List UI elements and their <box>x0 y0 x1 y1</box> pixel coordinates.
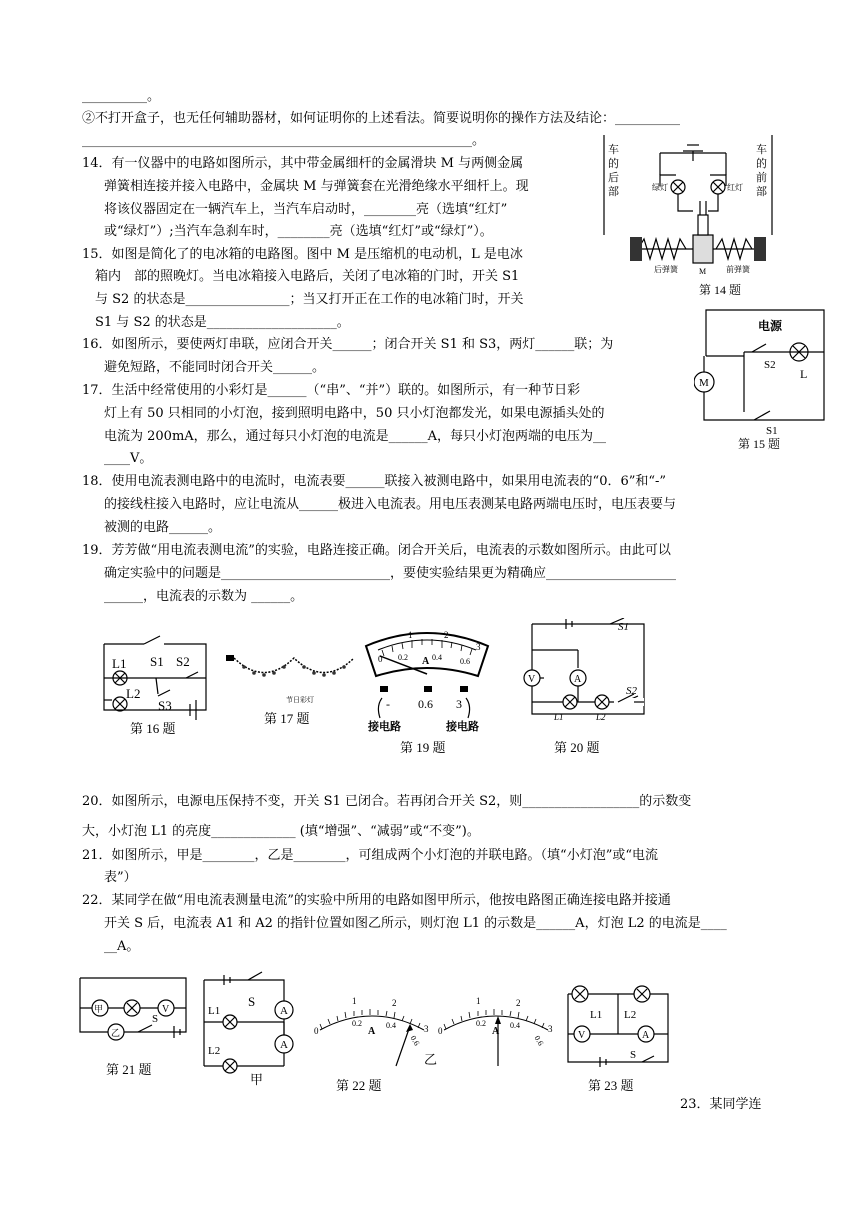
fig17-caption: 第 17 题 <box>264 711 310 726</box>
figure-19 <box>362 626 492 756</box>
fig21-jia: 甲 <box>94 1004 104 1014</box>
fig14-red-label: 红灯 <box>727 183 743 192</box>
fig15-s1: S1 <box>766 425 778 437</box>
fig23-a: A <box>642 1030 650 1041</box>
text-line-16: ____V。 <box>104 451 153 466</box>
fig16-s2: S2 <box>176 654 190 669</box>
fig17-label: 节日彩灯 <box>286 696 314 704</box>
fig22b-m2-04: 0.4 <box>510 1021 520 1030</box>
fig15-power: 电源 <box>758 319 783 333</box>
figure-16 <box>98 630 216 740</box>
text-line-19: 被测的电路______。 <box>104 520 222 535</box>
fig14-m: M <box>699 267 707 276</box>
fig20-v: V <box>528 674 536 685</box>
fig22b-m1-2: 2 <box>392 998 397 1008</box>
fig22b-caption: 第 22 题 <box>336 1078 382 1093</box>
figure-22a <box>198 966 304 1090</box>
text-line-15: 电流为 200mA，那么，通过每只小灯泡的电流是______A，每只小灯泡两端的电压为__ <box>104 429 607 444</box>
text-line-0: __________。 <box>82 89 161 104</box>
fig22a-l2: L2 <box>208 1045 221 1057</box>
fig16-s3: S3 <box>158 698 172 713</box>
fig20-a: A <box>574 674 582 685</box>
text-line-23: 20．如图所示，电源电压保持不变，开关 S1 已闭合。若再闭合开关 S2，则__________________的示数变 <box>82 794 692 809</box>
text-line-25: 21．如图所示，甲是________，乙是________，可组成两个小灯泡的并联电路。（填“小灯泡”或“电流 <box>82 848 658 863</box>
fig21-caption: 第 21 题 <box>106 1062 152 1077</box>
fig22a-a1: A <box>280 1005 288 1017</box>
fig22b-m2-1: 1 <box>476 996 481 1006</box>
fig23-caption: 第 23 题 <box>588 1078 634 1093</box>
fig22b-m1-0: 0 <box>314 1026 319 1036</box>
fig22a-a2: A <box>280 1039 288 1051</box>
fig19-scale-02: 0.2 <box>398 653 408 662</box>
text-line-18: 的接线柱接入电路时，应让电流从______极进入电流表。用电压表测某电路两端电压时，电压表要与 <box>104 497 677 512</box>
fig19-caption: 第 19 题 <box>400 740 446 755</box>
fig14-front-spring: 前弹簧 <box>726 265 750 274</box>
fig15-s2: S2 <box>764 359 776 371</box>
fig23-s: S <box>630 1049 637 1061</box>
fig22b-m2-06: 0.6 <box>532 1034 546 1048</box>
fig19-terminal-minus: - <box>386 697 390 711</box>
fig19-conn-right: 接电路 <box>446 721 479 733</box>
fig22b-m1-unit: A <box>368 1026 376 1037</box>
fig19-scale-1: 1 <box>408 630 413 640</box>
fig15-l: L <box>800 367 808 381</box>
fig23-l1: L1 <box>590 1009 603 1021</box>
text-line-20: 19．芳芳做“用电流表测电流”的实验，电路连接正确。闭合开关后，电流表的示数如图所示。由此可以 <box>82 543 671 558</box>
text-line-28: 开关 S 后，电流表 A1 和 A2 的指针位置如图乙所示，则灯泡 L1 的示数是______A，灯泡 L2 的电流是____ <box>104 916 727 931</box>
fig14-caption: 第 14 题 <box>699 283 742 297</box>
figure-23 <box>562 972 678 1096</box>
fig16-l1: L1 <box>112 656 127 671</box>
fig14-front-label: 车的前部 <box>756 144 767 198</box>
fig20-caption: 第 20 题 <box>554 740 600 755</box>
fig22b-m2-unit: A <box>492 1026 500 1037</box>
figure-14 <box>598 131 778 301</box>
text-line-11: 16．如图所示，要使两灯串联，应闭合开关______；闭合开关 S1 和 S3，两灯______联；为 <box>82 337 614 352</box>
text-line-13: 17．生活中经常使用的小彩灯是______（“串”、“并”）联的。如图所示，有一种节日彩 <box>82 383 581 398</box>
fig21-yi: 乙 <box>111 1028 121 1038</box>
fig16-l2: L2 <box>126 686 141 701</box>
fig16-s1: S1 <box>150 654 164 669</box>
fig22b-yi: 乙 <box>424 1052 438 1067</box>
fig19-scale-3: 3 <box>476 642 481 652</box>
fig22b-m2-0: 0 <box>438 1026 443 1036</box>
fig20-s1: S1 <box>618 621 629 633</box>
fig22b-m1-02: 0.2 <box>352 1019 362 1028</box>
fig22b-m2-3: 3 <box>548 1024 553 1034</box>
fig19-terminal-3: 3 <box>456 697 462 711</box>
fig20-s2: S2 <box>626 685 637 697</box>
text-line-29: __A。 <box>104 939 140 954</box>
fig19-scale-0: 0 <box>378 654 383 664</box>
fig22b-m1-04: 0.4 <box>386 1021 396 1030</box>
fig22a-s: S <box>248 994 256 1009</box>
fig14-rear-spring: 后弹簧 <box>654 265 678 274</box>
text-line-5: 将该仪器固定在一辆汽车上，当汽车启动时，________亮（选填“红灯” <box>104 202 508 217</box>
fig19-scale-2: 2 <box>444 630 449 640</box>
text-line-22: ______，电流表的示数为 ______。 <box>104 589 304 604</box>
text-line-30: 23．某同学连 <box>680 1097 762 1112</box>
text-line-10: S1 与 S2 的状态是____________________。 <box>95 315 350 330</box>
text-line-17: 18．使用电流表测电路中的电流时，电流表要______联接入被测电路中，如果用电流表的“0．6”和“-” <box>82 474 667 489</box>
figure-17 <box>224 645 362 730</box>
fig21-s: S <box>152 1013 159 1025</box>
text-line-27: 22．某同学在做“用电流表测量电流”的实验中所用的电路如图甲所示，他按电路图正确连接电路并接通 <box>82 893 671 908</box>
fig22b-m1-1: 1 <box>352 996 357 1006</box>
fig15-caption: 第 15 题 <box>738 437 781 451</box>
fig19-scale-04: 0.4 <box>432 653 442 662</box>
text-line-12: 避免短路，不能同时闭合开关______。 <box>104 360 326 375</box>
fig15-m: M <box>699 377 709 389</box>
fig19-terminal-06: 0.6 <box>418 697 433 711</box>
fig14-rear-label: 车的后部 <box>608 144 619 198</box>
fig23-l2: L2 <box>624 1009 637 1021</box>
figure-15 <box>694 308 834 453</box>
fig20-l2: L2 <box>596 712 606 722</box>
fig22b-m2-02: 0.2 <box>476 1019 486 1028</box>
text-line-2: ____________________________________________________________。 <box>82 133 485 148</box>
text-line-8: 箱内 部的照晚灯。当电冰箱接入电路后，关闭了电冰箱的门时，开关 S1 <box>95 269 520 284</box>
fig16-caption: 第 16 题 <box>130 721 176 736</box>
text-line-21: 确定实验中的问题是__________________________，要使实验结果更为精确应____________________ <box>104 566 677 581</box>
fig22a-l1: L1 <box>208 1005 221 1017</box>
fig21-v: V <box>162 1004 170 1015</box>
text-line-6: 或“绿灯”）;当汽车急刹车时，________亮（选填“红灯”或“绿灯”）。 <box>104 224 493 239</box>
fig22b-m2-2: 2 <box>516 998 521 1008</box>
fig22b-m1-06: 0.6 <box>408 1034 422 1048</box>
text-line-3: 14．有一仪器中的电路如图所示，其中带金属细杆的金属滑块 M 与两侧金属 <box>82 156 524 171</box>
fig22a-caption: 甲 <box>250 1072 264 1087</box>
text-line-26: 表”） <box>104 870 137 885</box>
fig23-v: V <box>578 1030 586 1041</box>
figure-21 <box>76 972 192 1082</box>
fig19-conn-left: 接电路 <box>368 721 401 733</box>
fig19-unit: A <box>422 656 430 667</box>
figure-20 <box>514 618 654 758</box>
fig14-green-label: 绿灯 <box>652 183 668 192</box>
text-line-7: 15．如图是简化了的电冰箱的电路图。图中 M 是压缩机的电动机，L 是电冰 <box>82 247 523 262</box>
text-line-24: 大，小灯泡 L1 的亮度_____________ (填“增强”、“减弱”或“不变”)。 <box>82 824 480 839</box>
fig19-scale-06: 0.6 <box>460 657 470 666</box>
text-line-1: ②不打开盒子，也无任何辅助器材，如何证明你的上述看法。简要说明你的操作方法及结论：__________ <box>82 111 681 126</box>
fig20-l1: L1 <box>554 712 564 722</box>
text-line-4: 弹簧相连接并接入电路中，金属块 M 与弹簧套在光滑绝缘水平细杆上。现 <box>104 179 529 194</box>
text-line-14: 灯上有 50 只相同的小灯泡，接到照明电路中，50 只小灯泡都发光，如果电源插头处的 <box>104 406 605 421</box>
fig22b-m1-3: 3 <box>424 1024 429 1034</box>
text-line-9: 与 S2 的状态是________________；当又打开正在工作的电冰箱门时，开关 <box>95 292 524 307</box>
figure-22b <box>310 988 560 1098</box>
